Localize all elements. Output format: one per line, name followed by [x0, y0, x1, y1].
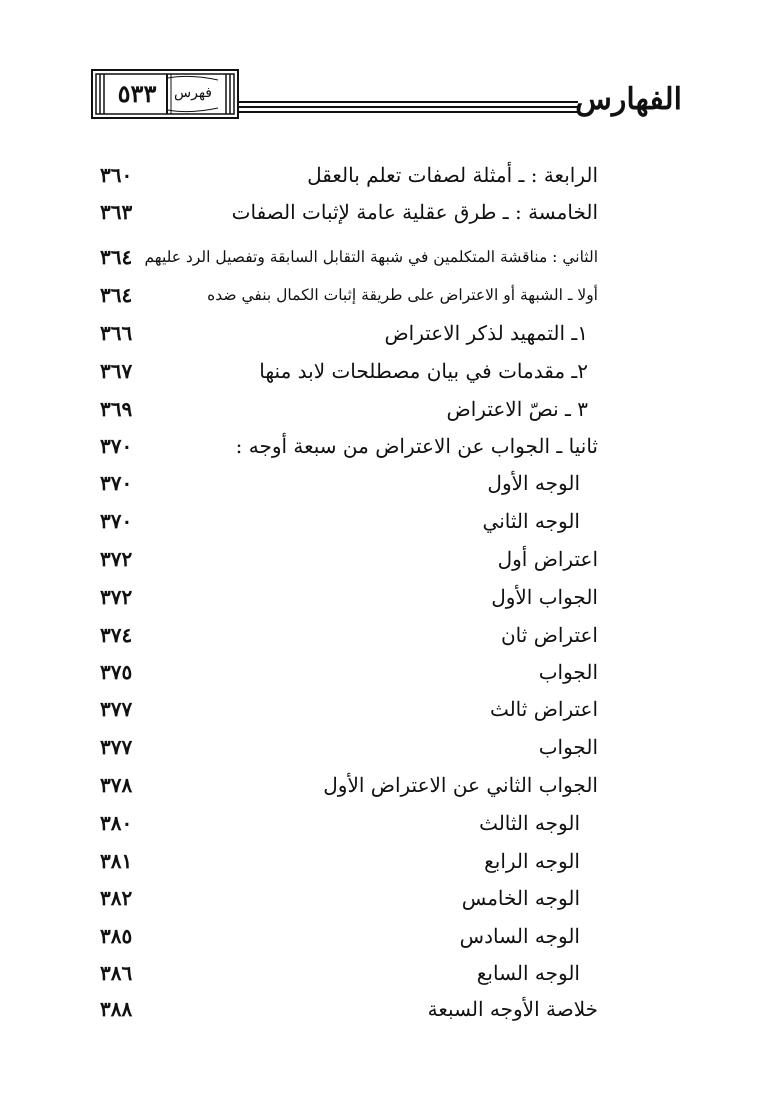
toc-row — [0, 806, 758, 840]
toc-entry-title: اعتراض أول — [497, 547, 598, 571]
toc-row — [0, 542, 758, 576]
toc-entry-page: ٣٦٦ — [100, 321, 133, 345]
toc-row — [0, 618, 758, 652]
toc-entry-page: ٣٦٠ — [100, 163, 133, 187]
toc-entry-page: ٣٧٢ — [100, 585, 133, 609]
toc-row — [0, 195, 758, 229]
toc-entry-title: الثاني : مناقشة المتكلمين في شبهة التقابل السابقة وتفصيل الرد عليهم — [144, 248, 598, 266]
toc-row — [0, 466, 758, 500]
toc-entry-page: ٣٦٧ — [100, 359, 133, 383]
page-title: الفهارس — [575, 82, 682, 117]
toc-row — [0, 956, 758, 990]
toc-row — [0, 354, 758, 388]
toc-entry-page: ٣٧٠ — [100, 471, 133, 495]
toc-row — [0, 992, 758, 1026]
toc-entry-page: ٣٨٠ — [100, 811, 133, 835]
toc-row — [0, 655, 758, 689]
toc-row — [0, 158, 758, 192]
toc-entry-page: ٣٧٧ — [100, 735, 133, 759]
toc-entry-page: ٣٦٣ — [100, 200, 133, 224]
toc-row — [0, 392, 758, 426]
toc-entry-title: ١ـ التمهيد لذكر الاعتراض — [384, 321, 588, 345]
toc-entry-title: ثانيا ـ الجواب عن الاعتراض من سبعة أوجه : — [235, 434, 598, 458]
toc-row — [0, 278, 758, 312]
header-rules — [238, 101, 578, 121]
toc-entry-title: الوجه الثالث — [479, 811, 580, 835]
toc-entry-page: ٣٦٩ — [100, 397, 133, 421]
toc-entry-page: ٣٧٨ — [100, 773, 133, 797]
toc-entry-title: اعتراض ثان — [500, 623, 598, 647]
toc-row — [0, 240, 758, 274]
toc-entry-title: اعتراض ثالث — [489, 697, 598, 721]
toc-row — [0, 429, 758, 463]
page-number: ٥٣٣ — [117, 79, 157, 108]
toc-entry-title: الوجه الأول — [487, 471, 580, 495]
toc-entry-title: الجواب الثاني عن الاعتراض الأول — [323, 773, 598, 797]
toc-entry-page: ٣٦٤ — [100, 283, 133, 307]
toc-row — [0, 316, 758, 350]
toc-row — [0, 730, 758, 764]
toc-entry-title: الجواب — [538, 660, 598, 684]
toc-entry-title: الوجه الرابع — [484, 849, 580, 873]
toc-entry-title: أولا ـ الشبهة أو الاعتراض على طريقة إثبات الكمال بنفي ضده — [207, 286, 598, 304]
toc-entry-page: ٣٨٥ — [100, 924, 133, 948]
toc-entry-page: ٣٧٧ — [100, 697, 133, 721]
toc-entry-title: ٢ـ مقدمات في بيان مصطلحات لابد منها — [259, 359, 588, 383]
toc-row — [0, 844, 758, 878]
toc-entry-title: الجواب الأول — [491, 585, 598, 609]
toc-row — [0, 504, 758, 538]
toc-entry-title: خلاصة الأوجه السبعة — [427, 997, 598, 1021]
toc-entry-page: ٣٦٤ — [100, 245, 133, 269]
toc-entry-page: ٣٧٥ — [100, 660, 133, 684]
page-header — [0, 0, 758, 140]
toc-row — [0, 768, 758, 802]
toc-entry-page: ٣٨٨ — [100, 997, 133, 1021]
toc-entry-page: ٣٧٠ — [100, 509, 133, 533]
toc-entry-page: ٣٧٢ — [100, 547, 133, 571]
toc-entry-page: ٣٨١ — [100, 849, 133, 873]
toc-row — [0, 580, 758, 614]
toc-entry-title: الوجه الخامس — [461, 886, 580, 910]
toc-entry-title: ٣ ـ نصّ الاعتراض — [446, 397, 588, 421]
toc-row — [0, 692, 758, 726]
toc-row — [0, 881, 758, 915]
toc-entry-title: الجواب — [538, 735, 598, 759]
toc-entry-title: الوجه الثاني — [482, 509, 580, 533]
toc-entry-title: الوجه السادس — [459, 924, 580, 948]
toc-row — [0, 919, 758, 953]
toc-entry-title: الخامسة : ـ طرق عقلية عامة لإثبات الصفات — [231, 200, 598, 224]
toc-entry-page: ٣٨٦ — [100, 961, 133, 985]
toc-entry-page: ٣٧٠ — [100, 434, 133, 458]
toc-entry-title: الرابعة : ـ أمثلة لصفات تعلم بالعقل — [307, 163, 598, 187]
toc-entry-page: ٣٧٤ — [100, 623, 133, 647]
section-glyph: فهرس — [174, 85, 212, 101]
toc-entry-page: ٣٨٢ — [100, 886, 133, 910]
toc-entry-title: الوجه السابع — [476, 961, 580, 985]
